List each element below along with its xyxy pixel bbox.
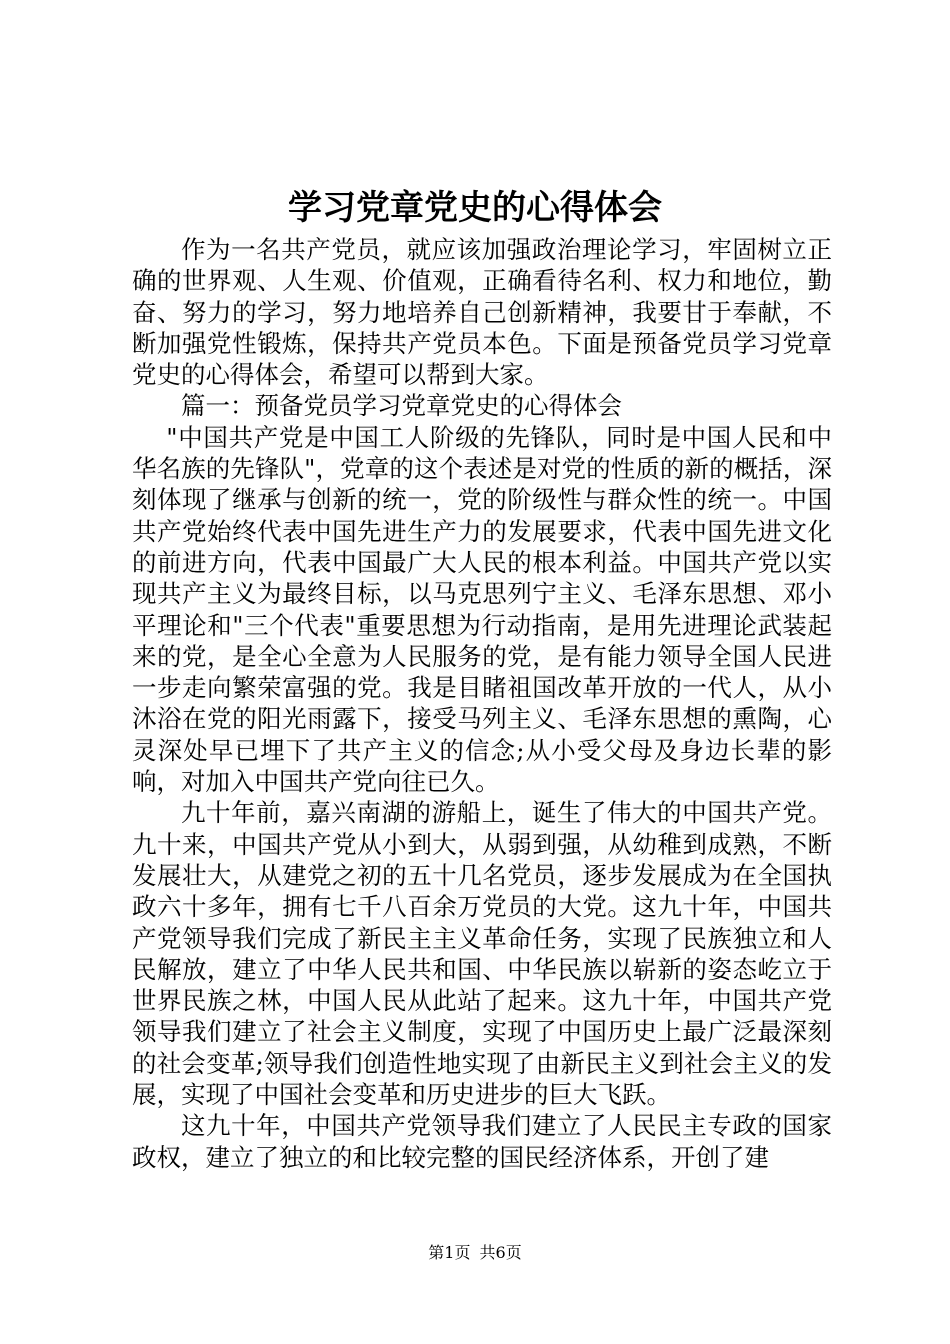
section-heading: 篇一：预备党员学习党章党史的心得体会 (181, 391, 622, 421)
paragraph-party-nature: "中国共产党是中国工人阶级的先锋队，同时是中国人民和中华名族的先锋队"，党章的这个表述是对党的性质的新的概括，深刻体现了继承与创新的统一，党的阶级性与群众性的统一。中国共产党始终代表中国先进生产力的发展要求，代表中国先进文化的前进方向，代表中国最广大人民的根本利益。中国共产党以实现共产主义为最终目标，以马克思列宁主义、毛泽东思想、邓小平理论和"三个代表"重要思想为行动指南，是用先进理论武装起来的党，是全心全意为人民服务的党，是有能力领导全国人民进一步走向繁荣富强的党。我是目睹祖国改革开放的一代人，从小沐浴在党的阳光雨露下，接受马列主义、毛泽东思想的熏陶，心灵深处早已埋下了共产主义的信念;从小受父母及身边长辈的影响，对加入中国共产党向往已久。 (132, 422, 832, 797)
page-total: 共6页 (479, 1243, 522, 1262)
page-title: 学习党章党史的心得体会 (288, 188, 662, 228)
paragraph-continued: 这九十年，中国共产党领导我们建立了人民民主专政的国家政权，建立了独立的和比较完整的国民经济体系，开创了建 (132, 1111, 832, 1172)
paragraph-ninety-years: 九十年前，嘉兴南湖的游船上，诞生了伟大的中国共产党。九十来，中国共产党从小到大，从弱到强，从幼稚到成熟，不断发展壮大，从建党之初的五十几名党员，逐步发展成为在全国执政六十多年，拥有七千八百余万党员的大党。这九十年，中国共产党领导我们完成了新民主主义革命任务，实现了民族独立和人民解放，建立了中华人民共和国、中华民族以崭新的姿态屹立于世界民族之林，中国人民从此站了起来。这九十年，中国共产党领导我们建立了社会主义制度，实现了中国历史上最广泛最深刻的社会变革;领导我们创造性地实现了由新民主义到社会主义的发展，实现了中国社会变革和历史进步的巨大飞跃。 (132, 798, 832, 1110)
document-body (132, 234, 832, 1173)
page-number: 第1页 (428, 1243, 471, 1262)
page-footer (0, 1242, 950, 1264)
paragraph-intro: 作为一名共产党员，就应该加强政治理论学习，牢固树立正确的世界观、人生观、价值观，正确看待名利、权力和地位，勤奋、努力的学习，努力地培养自己创新精神，我要甘于奉献，不断加强党性锻炼，保持共产党员本色。下面是预备党员学习党章党史的心得体会，希望可以帮到大家。 (132, 235, 832, 390)
